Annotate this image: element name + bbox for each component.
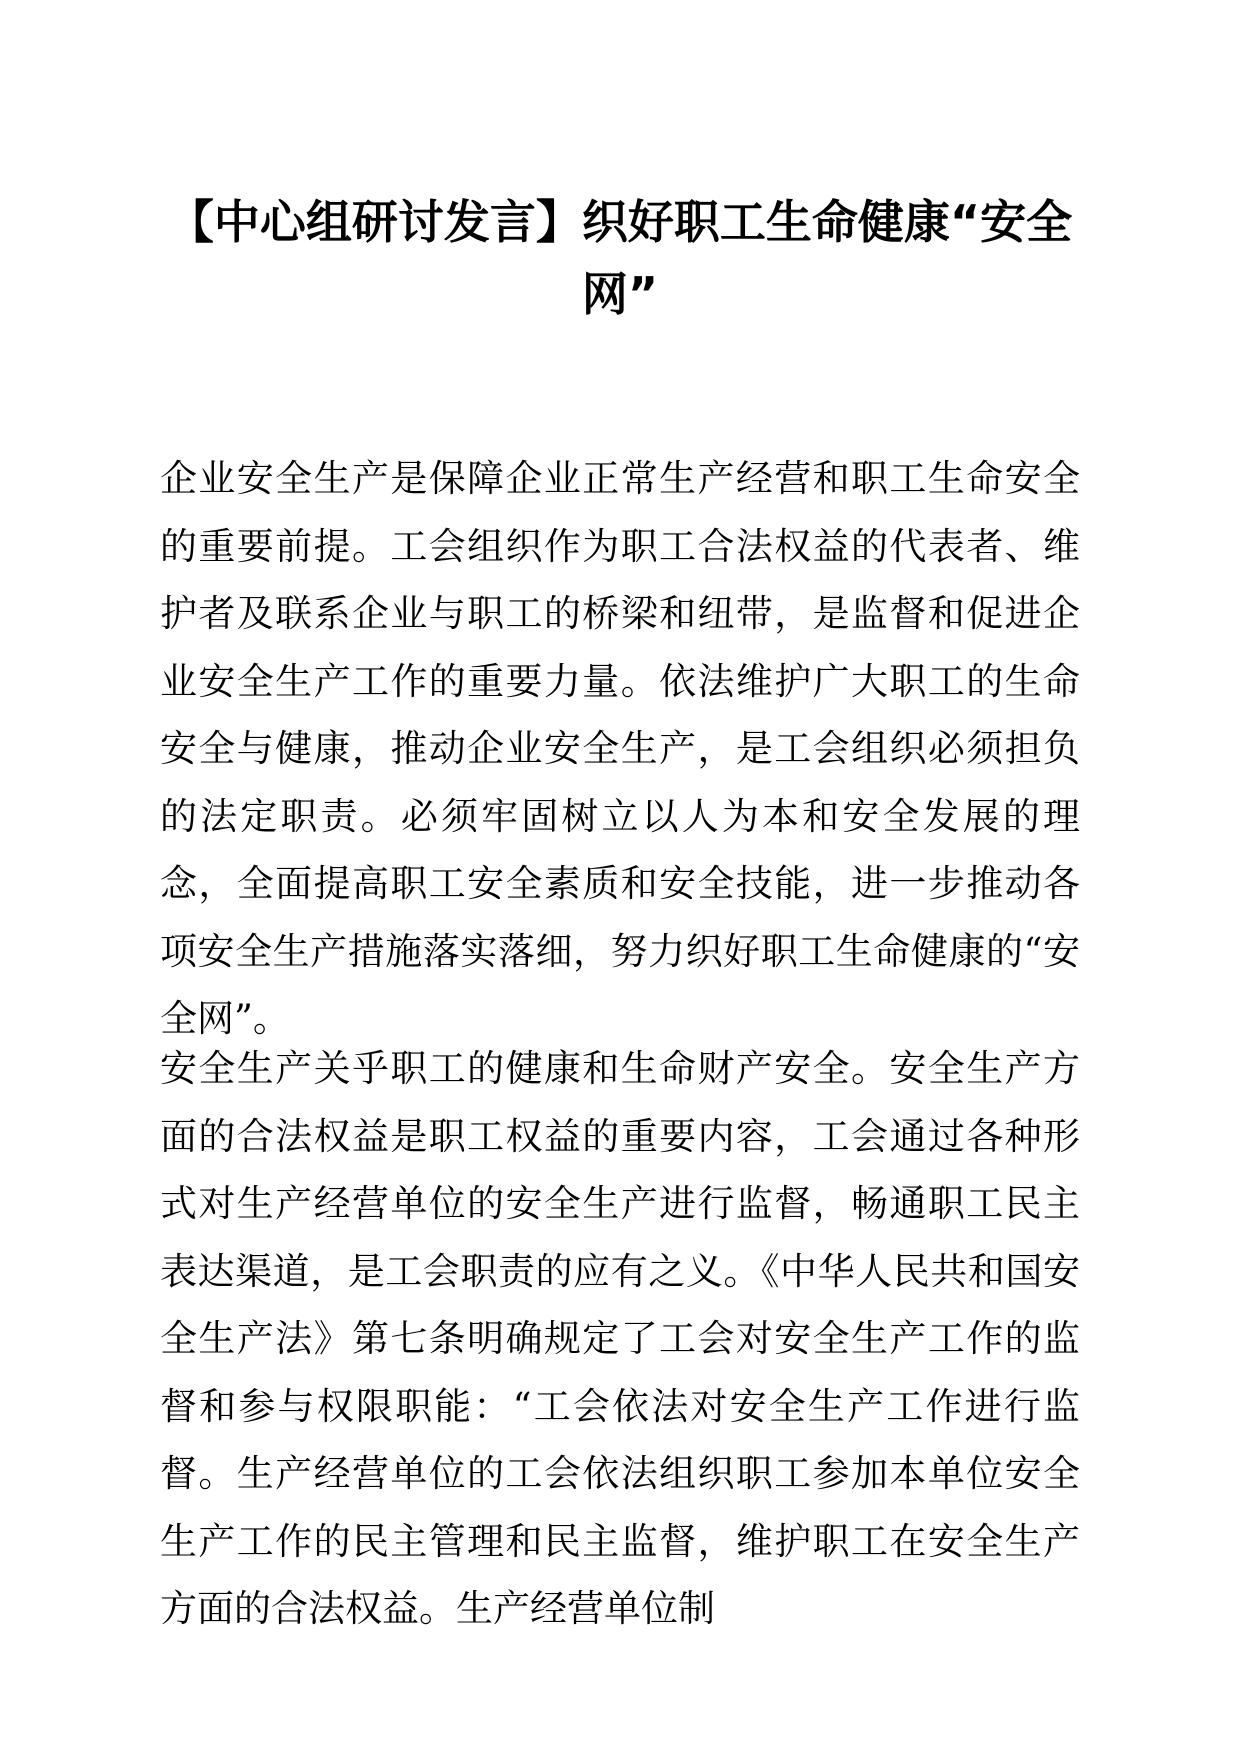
- paragraph-1: 企业安全生产是保障企业正常生产经营和职工生命安全的重要前提。工会组织作为职工合法权益的代表者、维护者及联系企业与职工的桥梁和纽带，是监督和促进企业安全生产工作的重要力量。依法维护广大职工的生命安全与健康，推动企业安全生产，是工会组织必须担负的法定职责。必须牢固树立以人为本和安全发展的理念，全面提高职工安全素质和安全技能，进一步推动各项安全生产措施落实落细，努力织好职工生命健康的“安全网”。: [160, 457, 1080, 1040]
- paragraph-2: 安全生产关乎职工的健康和生命财产安全。安全生产方面的合法权益是职工权益的重要内容，工会通过各种形式对生产经营单位的安全生产进行监督，畅通职工民主表达渠道，是工会职责的应有之义。《中华人民共和国安全生产法》第七条明确规定了工会对安全生产工作的监督和参与权限职能：“工会依法对安全生产工作进行监督。生产经营单位的工会依法组织职工参加本单位安全生产工作的民主管理和民主监督，维护职工在安全生产方面的合法权益。生产经营单位制: [160, 1047, 1080, 1630]
- document-title: 【中心组研讨发言】织好职工生命健康“安全网”: [167, 195, 1073, 321]
